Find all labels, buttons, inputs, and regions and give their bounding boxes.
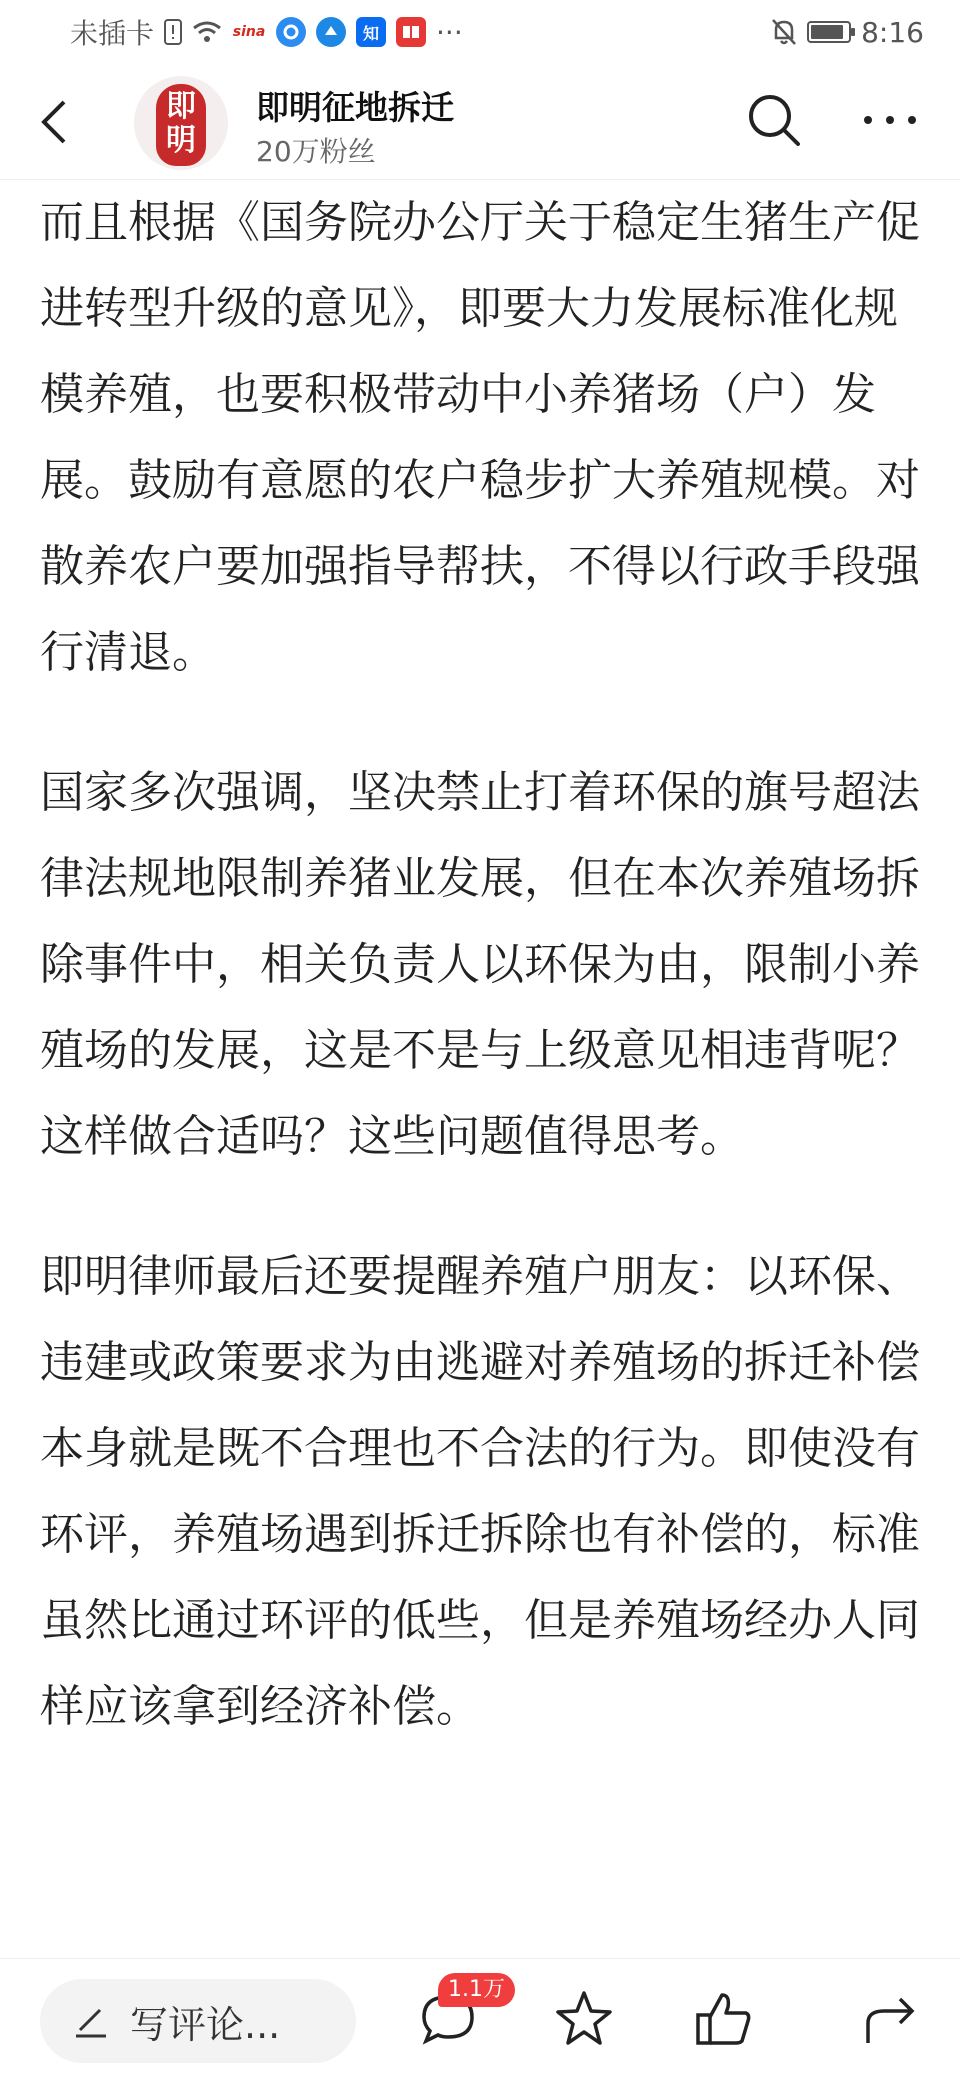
- bell-muted-icon: [771, 18, 797, 46]
- search-button[interactable]: [744, 90, 804, 150]
- comment-input[interactable]: [40, 1979, 356, 2063]
- search-icon: [744, 90, 804, 150]
- pen-icon: [74, 2004, 108, 2038]
- sim-alert-icon: [164, 19, 182, 45]
- more-icon: [862, 102, 918, 138]
- battery-icon: [807, 21, 851, 43]
- status-right: [771, 16, 924, 49]
- follower-count: 20万粉丝: [256, 135, 376, 168]
- status-left: [70, 12, 463, 52]
- chevron-left-icon: [30, 96, 82, 148]
- browser-icon: [316, 17, 346, 47]
- comment-count-badge: 1.1万: [438, 1973, 515, 2007]
- book-icon: [396, 17, 426, 47]
- article-paragraph: 而且根据《国务院办公厅关于稳定生猪生产促进转型升级的意见》，即要大力发展标准化规模养殖，也要积极带动中小养猪场（户）发展。鼓励有意愿的农户稳步扩大养殖规模。对散养农户要加强指导帮扶，不得以行政手段强行清退。: [40, 197, 920, 678]
- bottom-action-bar: [0, 1958, 960, 2080]
- article-paragraph: 国家多次强调，坚决禁止打着环保的旗号超法律法规地限制养猪业发展，但在本次养殖场拆除事件中，相关负责人以环保为由，限制小养殖场的发展，这是不是与上级意见相违背呢？这样做合适吗？这些问题值得思考。: [40, 767, 920, 1162]
- comment-placeholder: 写评论...: [130, 2002, 281, 2047]
- status-bar: [0, 0, 960, 64]
- thumbs-up-icon: [692, 1987, 756, 2051]
- account-name[interactable]: 即明征地拆迁: [256, 88, 454, 127]
- qq-browser-icon: [276, 17, 306, 47]
- more-button[interactable]: [862, 102, 918, 138]
- avatar[interactable]: [134, 76, 228, 170]
- star-icon: [552, 1987, 616, 2051]
- clock: 8:16: [861, 15, 924, 49]
- article-body: [40, 180, 930, 1750]
- sina-weibo-icon: sina: [232, 17, 266, 47]
- favorite-button[interactable]: [552, 1987, 616, 2051]
- back-button[interactable]: [30, 96, 82, 148]
- carrier-label: 未插卡: [70, 17, 155, 50]
- more-notifications: ···: [436, 15, 463, 49]
- article-paragraph: 即明律师最后还要提醒养殖户朋友：以环保、违建或政策要求为由逃避对养殖场的拆迁补偿本身就是既不合理也不合法的行为。即使没有环评，养殖场遇到拆迁拆除也有补偿的，标准虽然比通过环评的低些，但是养殖场经办人同样应该拿到经济补偿。: [40, 1251, 920, 1732]
- share-button[interactable]: [858, 1987, 922, 2051]
- avatar-seal: 即明: [156, 84, 206, 166]
- like-button[interactable]: [692, 1987, 756, 2051]
- article-header: [0, 64, 960, 180]
- wifi-icon: [192, 20, 222, 44]
- share-arrow-icon: [858, 1987, 922, 2051]
- zhihu-icon: 知: [356, 17, 386, 47]
